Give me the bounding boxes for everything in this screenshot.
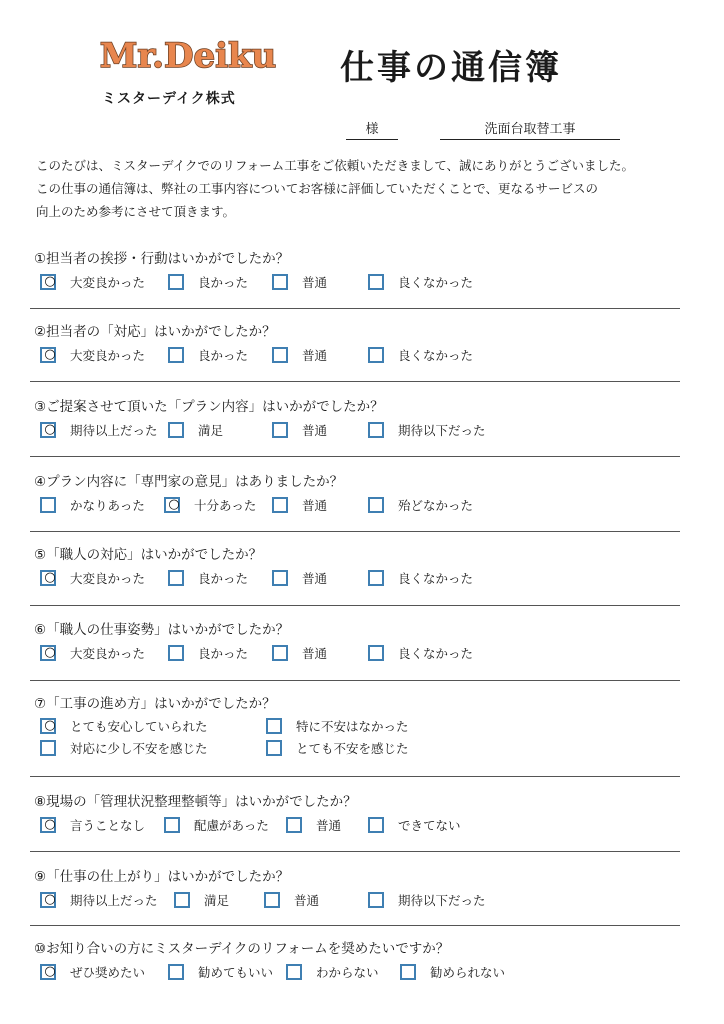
checkbox[interactable] bbox=[168, 964, 184, 980]
option-label: 殆どなかった bbox=[398, 498, 474, 513]
checkbox[interactable] bbox=[40, 570, 56, 586]
section-divider bbox=[30, 851, 680, 852]
checkbox[interactable] bbox=[286, 817, 302, 833]
option-label: 良くなかった bbox=[398, 646, 474, 661]
option-label: 良かった bbox=[198, 275, 249, 290]
checkbox[interactable] bbox=[40, 347, 56, 363]
question-text: ①担当者の挨拶・行動はいかがでしたか？ bbox=[34, 251, 290, 267]
check-mark: ○ bbox=[168, 497, 180, 512]
customer-name-field: 様 bbox=[346, 118, 398, 140]
option-label: 期待以下だった bbox=[398, 423, 486, 438]
option-label: ぜひ奨めたい bbox=[70, 965, 146, 980]
checkbox[interactable] bbox=[40, 497, 56, 513]
question-text: ②担当者の「対応」はいかがでしたか？ bbox=[34, 324, 276, 340]
checkbox[interactable] bbox=[40, 817, 56, 833]
option-label: 普通 bbox=[302, 498, 328, 513]
check-mark: ○ bbox=[44, 570, 56, 585]
option-label: 期待以下だった bbox=[398, 893, 486, 908]
option-label: 対応に少し不安を感じた bbox=[70, 741, 208, 756]
option-label: 大変良かった bbox=[70, 275, 146, 290]
checkbox[interactable] bbox=[40, 718, 56, 734]
option-label: 特に不安はなかった bbox=[296, 719, 409, 734]
option-label: 普通 bbox=[302, 348, 328, 363]
checkbox[interactable] bbox=[272, 422, 288, 438]
section-divider bbox=[30, 381, 680, 382]
option-label: 普通 bbox=[302, 275, 328, 290]
check-mark: ○ bbox=[44, 817, 56, 832]
checkbox[interactable] bbox=[40, 645, 56, 661]
check-mark: ○ bbox=[44, 347, 56, 362]
checkbox[interactable] bbox=[40, 274, 56, 290]
job-name-field: 洗面台取替工事 bbox=[440, 118, 620, 140]
option-label: 配慮があった bbox=[194, 818, 269, 833]
checkbox[interactable] bbox=[368, 570, 384, 586]
option-label: 普通 bbox=[302, 423, 328, 438]
checkbox[interactable] bbox=[40, 964, 56, 980]
option-label: 言うことなし bbox=[70, 818, 146, 833]
checkbox[interactable] bbox=[272, 645, 288, 661]
check-mark: ○ bbox=[44, 718, 56, 733]
checkbox[interactable] bbox=[174, 892, 190, 908]
option-label: 大変良かった bbox=[70, 571, 146, 586]
question-text: ⑦「工事の進め方」はいかがでしたか？ bbox=[34, 696, 276, 712]
checkbox[interactable] bbox=[368, 817, 384, 833]
option-label: 普通 bbox=[316, 818, 342, 833]
checkbox[interactable] bbox=[168, 645, 184, 661]
option-label: 良かった bbox=[198, 571, 249, 586]
checkbox[interactable] bbox=[168, 422, 184, 438]
checkbox[interactable] bbox=[266, 718, 282, 734]
checkbox[interactable] bbox=[368, 497, 384, 513]
option-label: 普通 bbox=[302, 571, 328, 586]
option-label: とても安心していられた bbox=[70, 719, 208, 734]
option-label: 期待以上だった bbox=[70, 893, 158, 908]
question-text: ⑥「職人の仕事姿勢」はいかがでしたか？ bbox=[34, 622, 290, 638]
checkbox[interactable] bbox=[272, 497, 288, 513]
checkbox[interactable] bbox=[40, 422, 56, 438]
check-mark: ○ bbox=[44, 964, 56, 979]
checkbox[interactable] bbox=[272, 570, 288, 586]
section-divider bbox=[30, 531, 680, 532]
check-mark: ○ bbox=[44, 274, 56, 289]
question-text: ⑩お知り合いの方にミスターデイクのリフォームを奨めたいですか？ bbox=[34, 941, 450, 957]
check-mark: ○ bbox=[44, 892, 56, 907]
checkbox[interactable] bbox=[266, 740, 282, 756]
intro-line: この仕事の通信簿は、弊社の工事内容についてお客様に評価していただくことで、更なるサービスの bbox=[36, 181, 599, 196]
option-label: わからない bbox=[316, 965, 379, 980]
section-divider bbox=[30, 680, 680, 681]
option-label: 勧めてもいい bbox=[198, 965, 274, 980]
checkbox[interactable] bbox=[168, 274, 184, 290]
option-label: とても不安を感じた bbox=[296, 741, 409, 756]
intro-line: 向上のため参考にさせて頂きます。 bbox=[36, 204, 236, 219]
checkbox[interactable] bbox=[368, 274, 384, 290]
option-label: 大変良かった bbox=[70, 646, 146, 661]
question-text: ⑤「職人の対応」はいかがでしたか？ bbox=[34, 547, 263, 563]
option-label: 十分あった bbox=[194, 498, 257, 513]
checkbox[interactable] bbox=[164, 497, 180, 513]
option-label: できてない bbox=[398, 818, 461, 833]
checkbox[interactable] bbox=[168, 570, 184, 586]
section-divider bbox=[30, 605, 680, 606]
option-label: 良くなかった bbox=[398, 571, 474, 586]
section-divider bbox=[30, 925, 680, 926]
checkbox[interactable] bbox=[286, 964, 302, 980]
option-label: 良かった bbox=[198, 646, 249, 661]
intro-line: このたびは、ミスターデイクでのリフォーム工事をご依頼いただきまして、誠にありがとうございました。 bbox=[36, 158, 635, 173]
option-label: 良くなかった bbox=[398, 348, 474, 363]
checkbox[interactable] bbox=[272, 347, 288, 363]
question-text: ⑧現場の「管理状況整理整頓等」はいかがでしたか？ bbox=[34, 794, 357, 810]
option-label: 期待以上だった bbox=[70, 423, 158, 438]
checkbox[interactable] bbox=[168, 347, 184, 363]
option-label: 良くなかった bbox=[398, 275, 474, 290]
checkbox[interactable] bbox=[368, 645, 384, 661]
option-label: 普通 bbox=[294, 893, 320, 908]
section-divider bbox=[30, 456, 680, 457]
option-label: 満足 bbox=[204, 893, 230, 908]
check-mark: ○ bbox=[44, 422, 56, 437]
option-label: 大変良かった bbox=[70, 348, 146, 363]
checkbox[interactable] bbox=[400, 964, 416, 980]
section-divider bbox=[30, 308, 680, 309]
question-text: ④プラン内容に「専門家の意見」はありましたか？ bbox=[34, 474, 344, 490]
checkbox[interactable] bbox=[264, 892, 280, 908]
checkbox[interactable] bbox=[368, 347, 384, 363]
checkbox[interactable] bbox=[40, 740, 56, 756]
check-mark: ○ bbox=[44, 645, 56, 660]
checkbox[interactable] bbox=[164, 817, 180, 833]
checkbox[interactable] bbox=[368, 892, 384, 908]
document-title: 仕事の通信簿 bbox=[340, 48, 562, 88]
checkbox[interactable] bbox=[272, 274, 288, 290]
question-text: ③ご提案させて頂いた「プラン内容」はいかがでしたか？ bbox=[34, 399, 384, 415]
section-divider bbox=[30, 776, 680, 777]
intro-text bbox=[36, 154, 696, 223]
option-label: 普通 bbox=[302, 646, 328, 661]
question-text: ⑨「仕事の仕上がり」はいかがでしたか？ bbox=[34, 869, 290, 885]
option-label: 満足 bbox=[198, 423, 224, 438]
option-label: かなりあった bbox=[70, 498, 145, 513]
option-label: 勧められない bbox=[430, 965, 506, 980]
mr-deiku-logo bbox=[72, 34, 304, 78]
company-name: ミスターデイク株式 bbox=[102, 91, 236, 107]
svg-text:Mr.Deiku: Mr.Deiku bbox=[99, 36, 277, 76]
option-label: 良かった bbox=[198, 348, 249, 363]
checkbox[interactable] bbox=[40, 892, 56, 908]
checkbox[interactable] bbox=[368, 422, 384, 438]
